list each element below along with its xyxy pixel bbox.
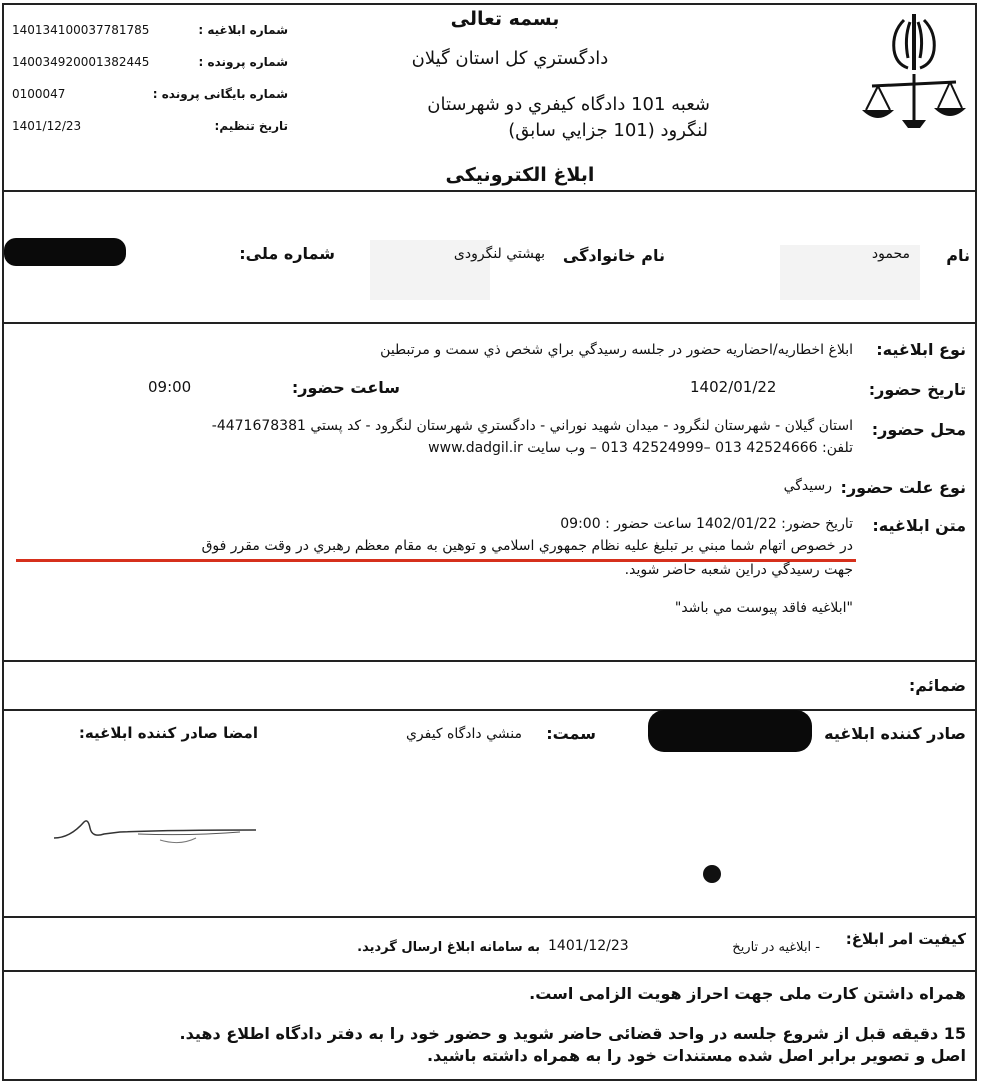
bismillah-heading: بسمه تعالی	[450, 8, 560, 30]
role-value: منشي دادگاه كيفري	[405, 726, 522, 742]
document-title: ابلاغ الكترونيكی	[445, 164, 595, 186]
iran-emblem-icon	[858, 8, 970, 138]
divider	[2, 709, 977, 711]
notice-type-label: نوع ابلاغيه:	[876, 340, 966, 359]
footer-national-card-note: همراه داشتن كارت ملی جهت احراز هويت الزامی است.	[529, 984, 966, 1003]
notice-number-label: شماره ابلاغيه :	[198, 23, 288, 37]
archive-number-value: 0100047	[12, 87, 66, 101]
case-number-value: 140034920001382445	[12, 55, 150, 69]
signature-label: امضا صادر كننده ابلاغيه:	[78, 724, 258, 742]
delivery-suffix: به سامانه ابلاغ ارسال گرديد.	[357, 940, 540, 955]
name-value: محمود	[871, 246, 910, 262]
scales-of-justice-icon	[862, 74, 966, 128]
family-name-label: نام خانوادگی	[562, 246, 665, 265]
delivery-prefix: - ابلاغيه در تاريخ	[732, 940, 820, 955]
attendance-time-label: ساعت حضور:	[291, 378, 400, 397]
divider	[2, 916, 977, 918]
delivery-label: كيفيت امر ابلاغ:	[845, 930, 966, 948]
attendance-place-label: محل حضور:	[871, 420, 966, 439]
dot-mark	[702, 864, 722, 884]
attendance-place-line-1: استان گيلان - شهرستان لنگرود - ميدان شهيد نوراني - دادگستري شهرستان لنگرود - كد پستي 4471678381-	[211, 418, 853, 434]
divider	[2, 970, 977, 972]
name-label: نام	[946, 246, 970, 265]
notice-text-line-3: جهت رسيدگي دراين شعبه حاضر شويد.	[624, 562, 853, 578]
attachments-label: ضمائم:	[908, 676, 966, 695]
issue-date-value: 1401/12/23	[12, 119, 82, 133]
attendance-time-value: 09:00	[148, 378, 192, 396]
divider	[2, 190, 977, 192]
role-label: سمت:	[546, 724, 596, 743]
archive-number-label: شماره بايگانی پرونده :	[152, 87, 288, 101]
national-id-label: شماره ملی:	[239, 244, 335, 263]
notice-text-line-4: "ابلاغيه فاقد پيوست مي باشد"	[674, 600, 853, 616]
divider	[2, 660, 977, 662]
branch-line-1: شعبه 101 دادگاه کيفري دو شهرستان	[427, 94, 710, 115]
branch-line-2: لنگرود (101 جزايي سابق)	[508, 120, 708, 141]
attendance-date-label: تاريخ حضور:	[868, 380, 966, 399]
attendance-place-line-2: تلفن: 42524666 013 –42524999 013 – وب سايت www.dadgil.ir	[428, 440, 853, 456]
notice-text-line-2: در خصوص اتهام شما مبني بر تبليغ عليه نظام جمهوري اسلامي و توهين به مقام معظم رهبري در وقت مقرر فوق	[201, 538, 853, 554]
delivery-date: 1401/12/23	[548, 938, 629, 954]
issuer-label: صادر کننده ابلاغيه	[824, 724, 966, 743]
attendance-date-value: 1402/01/22	[690, 378, 777, 396]
divider	[2, 322, 977, 324]
case-number-label: شماره پرونده :	[198, 55, 288, 69]
notice-text-label: متن ابلاغيه:	[872, 516, 966, 535]
family-name-value: بهشتي لنگرودی	[453, 246, 545, 262]
signature-icon	[50, 812, 262, 852]
footer-documents-note: اصل و تصوير برابر اصل شده مستندات خود را به همراه داشته باشيد.	[426, 1046, 966, 1065]
notice-number-value: 140134100037781785	[12, 23, 150, 37]
issue-date-label: تاريخ تنظيم:	[214, 119, 288, 133]
attendance-reason-label: نوع علت حضور:	[840, 478, 966, 497]
national-id-redaction	[4, 238, 126, 266]
notice-text-line-1: تاريخ حضور: 1402/01/22 ساعت حضور : 09:00	[560, 516, 853, 532]
issuer-name-redaction	[648, 710, 812, 752]
court-general-title: دادگستري كل استان گيلان	[411, 48, 609, 69]
attendance-reason-value: رسيدگي	[783, 478, 832, 494]
notice-type-value: ابلاغ اخطاريه/احضاريه حضور در جلسه رسيدگي براي شخص ذي سمت و مرتبطين	[380, 342, 853, 358]
footer-arrival-note: 15 دقيقه قبل از شروع جلسه در واحد قضائی حاضر شويد و حضور خود را به دفتر دادگاه اطلاع دهيد.	[179, 1024, 966, 1043]
